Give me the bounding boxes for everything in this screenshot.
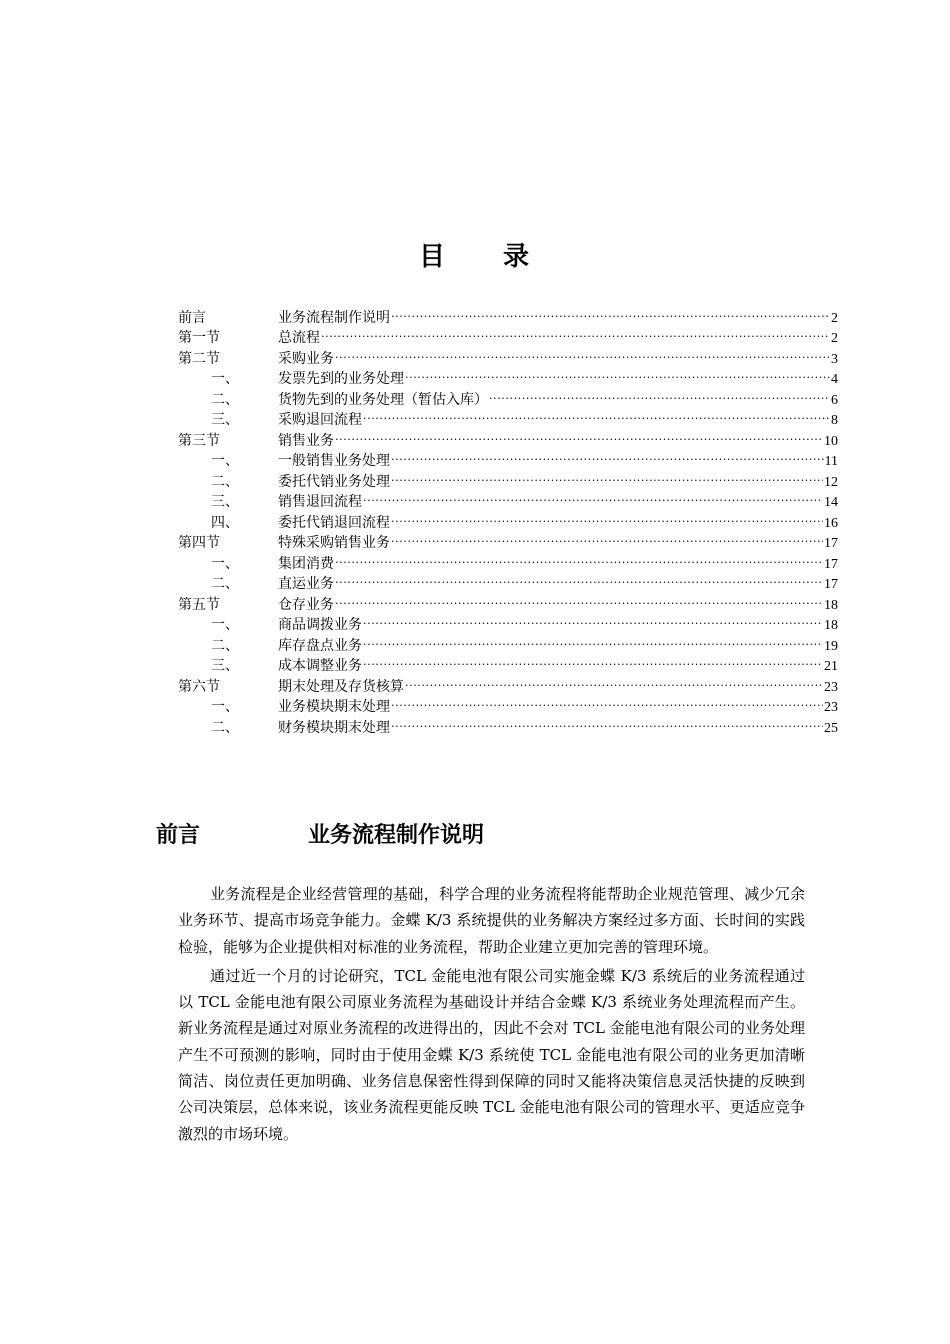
toc-dot-leader [391,527,823,548]
toc-dot-leader [391,506,823,527]
toc-entry-text: 委托代销退回流程 [278,514,390,531]
toc-entry-text: 总流程 [278,330,320,346]
toc-entry-text: 成本调整业务 [278,658,362,674]
toc-dot-leader [335,588,823,609]
toc-entry-page: 18 [824,597,838,613]
toc-entry-page: 23 [824,700,838,715]
toc-entry-page: 16 [824,515,838,531]
toc-entry-page: 4 [831,372,838,387]
toc-entry-page: 14 [824,495,838,510]
toc-entry-text: 业务模块期末处理 [278,699,390,715]
toc-entry-page: 2 [831,310,838,326]
toc-dot-leader [363,650,823,671]
toc-title-left: 目 [418,242,447,272]
toc-dot-leader [405,363,830,384]
toc-entry-number: 二、 [211,637,239,654]
toc-entry-text: 销售退回流程 [278,494,362,510]
toc-entry-page: 12 [824,474,838,490]
toc-entry-page: 23 [824,679,838,695]
toc-dot-leader [489,383,830,404]
table-of-contents [178,301,838,736]
toc-entry-text: 采购退回流程 [278,412,362,428]
toc-entry-number: 第四节 [178,535,220,551]
toc-entry-text: 货物先到的业务处理（暂估入库） [278,391,488,408]
toc-entry-text: 仓存业务 [278,596,334,613]
toc-entry-number: 第三节 [178,432,220,449]
toc-title [0,236,950,273]
toc-entry-text: 商品调拨业务 [278,617,362,633]
toc-entry-page: 8 [831,413,838,428]
toc-entry-number: 一、 [211,699,239,715]
toc-entry-text: 发票先到的业务处理 [278,371,404,387]
toc-entry-number: 第五节 [178,596,220,613]
toc-entry-text: 集团消费 [278,555,334,572]
toc-entry-page: 21 [824,659,838,674]
toc-title-right: 录 [503,242,532,272]
body-paragraph: 通过近一个月的讨论研究，TCL 金能电池有限公司实施金蝶 K/3 系统后的业务流程通过以 TCL 金能电池有限公司原业务流程为基础设计并结合金蝶 K/3 系统业务处理流程而产生。新业务流程是通过对原业务流程的改进得出的，因此不会对 TCL 金能电池有限公司的业务处理产生不可预测的影响，同时由于使用金蝶 K/3 系统使 TCL 金能电池有限公司的业务更加清晰简洁、岗位责任更加明确、业务信息保密性得到保障的同时又能将决策信息灵活快捷的反映到公司决策层，总体来说，该业务流程更能反映 TCL 金能电池有限公司的管理水平、更适应竞争激烈的市场环境。 [178,966,805,1143]
toc-dot-leader [391,691,823,712]
toc-dot-leader [363,404,830,425]
toc-dot-leader [335,547,823,568]
section-title: 业务流程制作说明 [308,823,485,848]
toc-entry-text: 一般销售业务处理 [278,453,390,469]
toc-entry-page: 2 [831,331,838,346]
toc-entry-number: 二、 [211,391,239,408]
toc-entry-number: 一、 [211,617,239,633]
toc-entry-text: 特殊采购销售业务 [278,535,390,551]
toc-entry-number: 四、 [211,514,239,531]
toc-dot-leader [405,670,823,691]
toc-entry[interactable] [178,301,838,326]
toc-entry-text: 业务流程制作说明 [278,309,390,326]
toc-entry-page: 6 [831,392,838,408]
toc-entry-number: 前言 [178,309,206,326]
toc-dot-leader [391,301,830,322]
toc-entry-number: 第二节 [178,350,220,367]
toc-entry-number: 二、 [211,576,239,592]
toc-entry-page: 17 [824,536,838,551]
section-body [178,881,805,1150]
toc-entry-number: 一、 [211,555,239,572]
toc-entry-page: 10 [824,433,838,449]
toc-entry-number: 三、 [211,658,239,674]
toc-entry-page: 18 [824,618,838,633]
toc-dot-leader [391,711,823,732]
body-paragraph: 业务流程是企业经营管理的基础，科学合理的业务流程将能帮助企业规范管理、减少冗余业务环节、提高市场竞争能力。金蝶 K/3 系统提供的业务解决方案经过多方面、长时间的实践检验，能够为企业提供相对标准的业务流程，帮助企业建立更加完善的管理环境。 [178,885,805,956]
toc-entry-number: 三、 [211,494,239,510]
section-number: 前言 [156,823,201,848]
toc-entry-page: 19 [824,638,838,654]
toc-entry-text: 委托代销业务处理 [278,473,390,490]
toc-dot-leader [391,445,824,466]
toc-entry-number: 一、 [211,453,239,469]
toc-dot-leader [335,424,823,445]
toc-entry-number: 三、 [211,412,239,428]
toc-dot-leader [363,609,823,630]
toc-entry-number: 第一节 [178,330,220,346]
toc-entry-page: 3 [831,351,838,367]
toc-entry-page: 17 [824,556,838,572]
toc-dot-leader [335,568,823,589]
toc-dot-leader [363,629,823,650]
toc-dot-leader [363,486,823,507]
toc-entry-number: 第六节 [178,678,220,695]
toc-entry-page: 17 [824,577,838,592]
toc-entry-text: 采购业务 [278,350,334,367]
toc-entry-text: 期末处理及存货核算 [278,678,404,695]
toc-entry-text: 财务模块期末处理 [278,719,390,736]
toc-entry-page: 11 [824,454,838,469]
toc-entry-text: 销售业务 [278,432,334,449]
toc-entry-page: 25 [824,720,838,736]
toc-entry-number: 二、 [211,719,239,736]
toc-entry-text: 库存盘点业务 [278,637,362,654]
toc-dot-leader [335,342,830,363]
toc-entry-number: 二、 [211,473,239,490]
toc-entry-text: 直运业务 [278,576,334,592]
section-heading [156,818,484,849]
toc-entry-number: 一、 [211,371,239,387]
toc-dot-leader [391,465,823,486]
toc-dot-leader [321,322,830,343]
